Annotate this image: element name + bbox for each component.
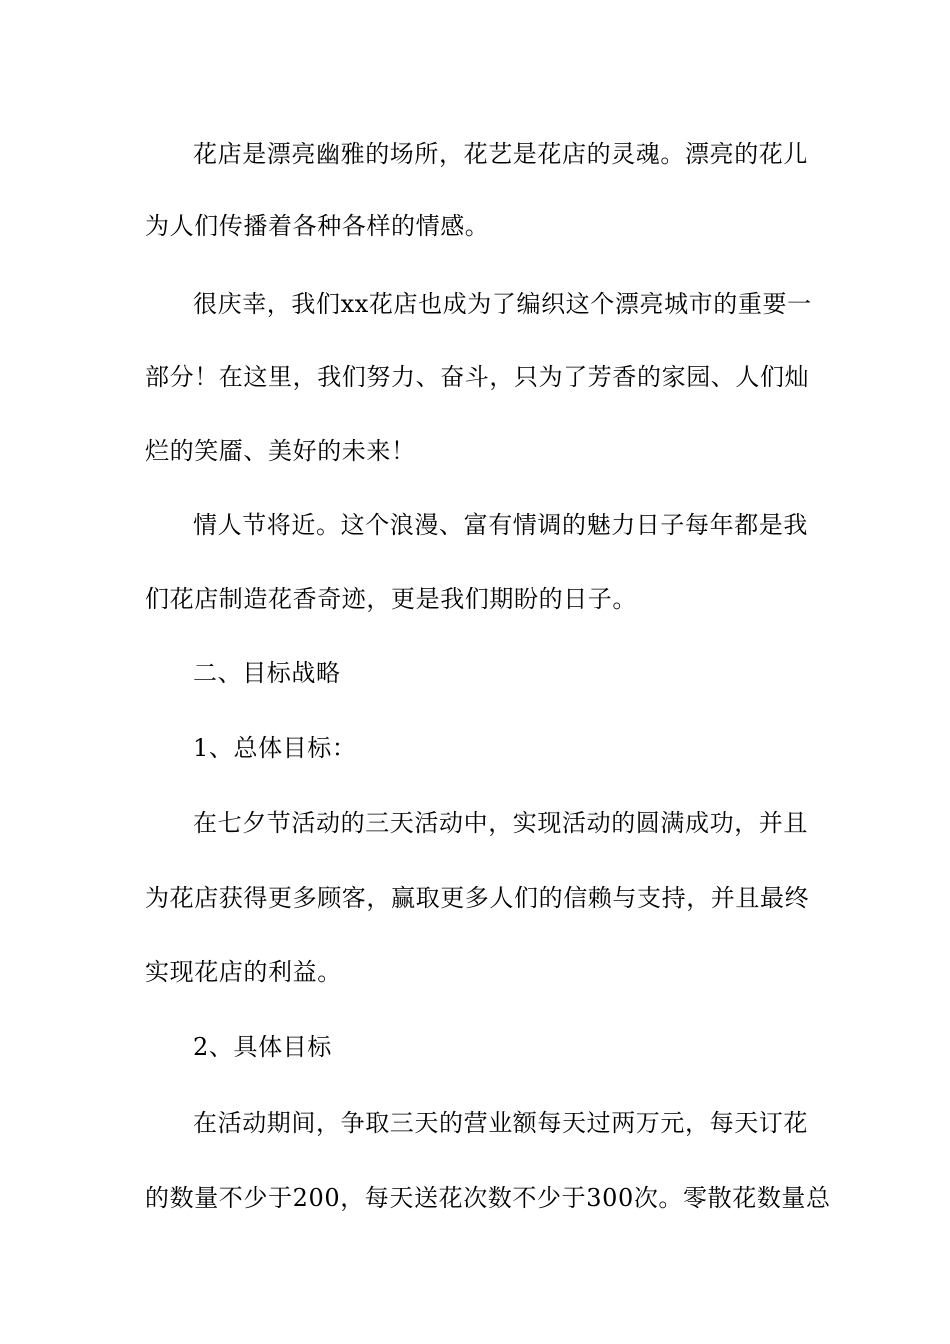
section-heading-strategy: 二、目标战略 [193, 659, 341, 687]
paragraph-2-line-1: 很庆幸，我们xx花店也成为了编织这个漂亮城市的重要一 [193, 290, 812, 318]
paragraph-2-line-2: 部分！在这里，我们努力、奋斗，只为了芳香的家园、人们灿 [145, 363, 810, 391]
paragraph-4-line-2: 为花店获得更多顾客，赢取更多人们的信赖与支持，并且最终 [145, 884, 810, 912]
paragraph-5-line-2: 的数量不少于200，每天送花次数不少于300次。零散花数量总 [145, 1184, 831, 1212]
subheading-overall-goal: 1、总体目标： [193, 734, 357, 762]
paragraph-4-line-1: 在七夕节活动的三天活动中，实现活动的圆满成功，并且 [193, 809, 808, 837]
subheading-specific-goal: 2、具体目标 [193, 1033, 332, 1061]
paragraph-1-line-1: 花店是漂亮幽雅的场所，花艺是花店的灵魂。漂亮的花儿 [193, 140, 808, 168]
paragraph-4-line-3: 实现花店的利益。 [145, 958, 342, 986]
paragraph-3-line-2: 们花店制造花香奇迹，更是我们期盼的日子。 [145, 585, 637, 613]
paragraph-1-line-2: 为人们传播着各种各样的情感。 [145, 212, 490, 240]
paragraph-2-line-3: 烂的笑靥、美好的未来！ [145, 437, 416, 465]
paragraph-3-line-1: 情人节将近。这个浪漫、富有情调的魅力日子每年都是我 [193, 511, 808, 539]
paragraph-5-line-1: 在活动期间，争取三天的营业额每天过两万元，每天订花 [193, 1109, 808, 1137]
